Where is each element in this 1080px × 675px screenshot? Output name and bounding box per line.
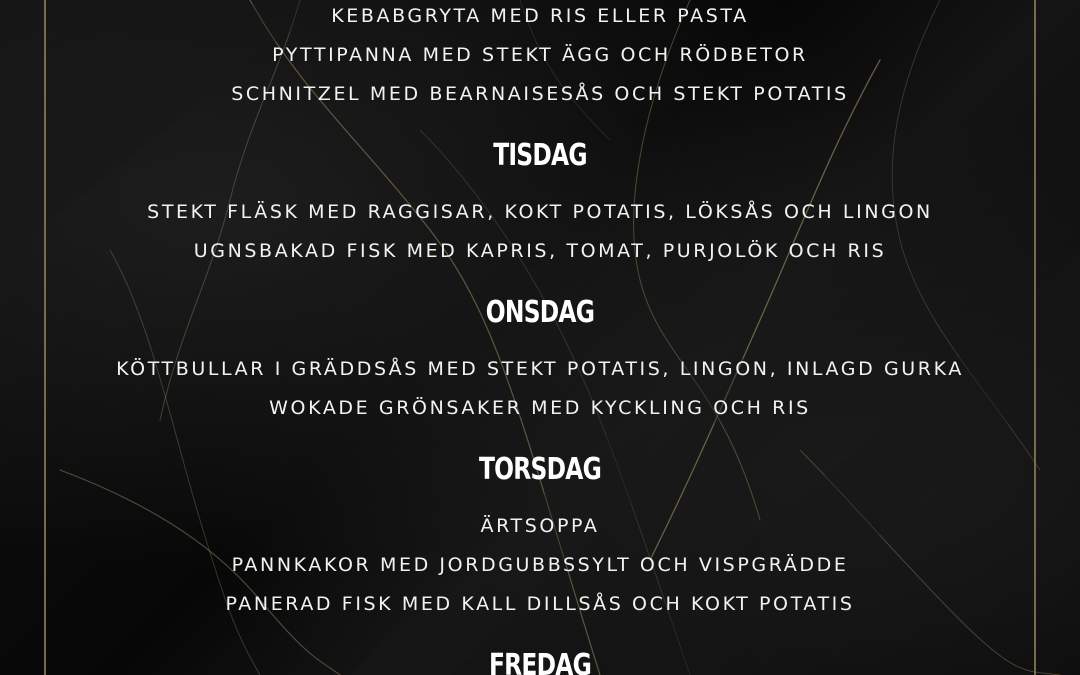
day-heading-thursday: TORSDAG — [478, 452, 601, 487]
dish-monday-2: PYTTIPANNA MED STEKT ÄGG OCH RÖDBETOR — [272, 44, 808, 66]
dish-wednesday-1: KÖTTBULLAR I GRÄDDSÅS MED STEKT POTATIS, LINGON, INLAGD GURKA — [116, 358, 964, 380]
dish-tuesday-2: UGNSBAKAD FISK MED KAPRIS, TOMAT, PURJOLÖK OCH RIS — [193, 240, 887, 262]
dish-thursday-3: PANERAD FISK MED KALL DILLSÅS OCH KOKT POTATIS — [225, 593, 855, 615]
dish-tuesday-1: STEKT FLÄSK MED RAGGISAR, KOKT POTATIS, LÖKSÅS OCH LINGON — [147, 201, 933, 223]
dish-wednesday-2: WOKADE GRÖNSAKER MED KYCKLING OCH RIS — [269, 397, 811, 419]
day-heading-wednesday: ONSDAG — [485, 295, 595, 330]
frame-left-border — [44, 0, 46, 675]
dish-thursday-2: PANNKAKOR MED JORDGUBBSSYLT OCH VISPGRÄDDE — [231, 554, 849, 576]
day-heading-friday: FREDAG — [488, 648, 592, 675]
dish-thursday-1: ÄRTSOPPA — [480, 515, 600, 537]
frame-right-border — [1034, 0, 1036, 675]
day-heading-tuesday: TISDAG — [493, 138, 587, 173]
dish-monday-3: SCHNITZEL MED BEARNAISESÅS OCH STEKT POTATIS — [231, 83, 849, 105]
dish-monday-1: KEBABGRYTA MED RIS ELLER PASTA — [331, 5, 749, 27]
